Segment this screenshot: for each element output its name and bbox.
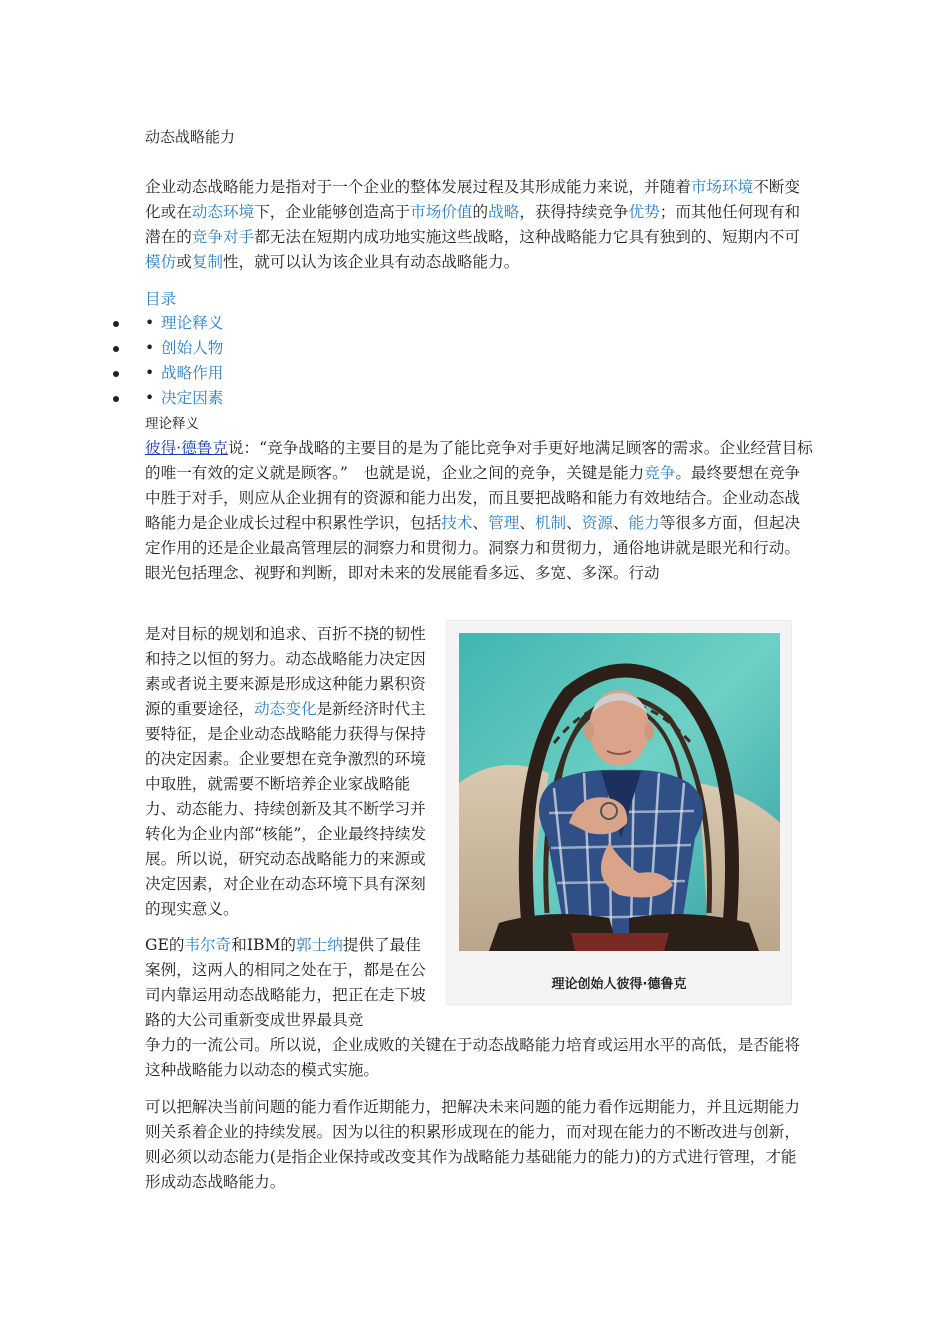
separator: 、 [612,514,629,532]
link-technology[interactable]: 技术 [441,514,473,532]
intro-text: 下，企业能够创造高于 [254,203,411,221]
link-gerstner[interactable]: 郭士纳 [296,936,343,954]
link-mechanism[interactable]: 机制 [534,514,567,532]
intro-text: ；而其他任何现有和潜在的 [145,203,801,246]
case-text: 争力的一流公司。所以说，企业成败的关键在于动态战略能力培育或运用水平的高低，是否能将这种战略能力以动态的模式实施。 [145,1036,800,1079]
dynamics-text: 是新经济时代主要特征，是企业动态战略能力获得与保持的决定因素。企业要想在竞争激烈的环境中取胜，就需要不断培养企业家战略能力、动态能力、持续创新及其不断学习并转化为企业内部“核能”，企业最终持续发展。所以说，研究动态战略能力的来源或决定因素，对企业在动态环境下具有深刻的现实意义。 [145,700,427,918]
link-competitor[interactable]: 竞争对手 [191,228,255,246]
link-copy[interactable]: 复制 [191,253,224,271]
link-management[interactable]: 管理 [488,514,520,532]
intro-text: 不断变化或在 [145,178,800,221]
intro-text: 性，就可以认为该企业具有动态战略能力。 [223,253,520,271]
toc-item-label[interactable]: 创始人物 [161,339,224,357]
case-paragraph-continued [145,1033,810,1083]
link-advantage[interactable]: 优势 [628,203,660,221]
drucker-photo [459,633,780,951]
capability-paragraph: 可以把解决当前问题的能力看作近期能力，把解决未来问题的能力看作远期能力，并且远期能力则关系着企业的持续发展。因为以往的积累形成现在的能力，而对现在能力的不断改进与创新，则必须以动态能力(是指企业保持或改变其作为战略能力基础能力的能力)的方式进行管理，才能形成动态战略能力。 [145,1098,800,1191]
toc-dot: • [145,339,155,357]
theory-paragraph [145,436,813,586]
bullet-icon [113,346,119,352]
theory-text: 。最终要想在竞争中胜于对手，则应从企业拥有的资源和能力出发，而且要把战略和能力有效地结合。企业动态战略能力是企业成长过程中积累性学识，包括 [145,464,801,532]
case-paragraph [145,933,435,1033]
section-heading: 理论释义 [145,416,199,432]
link-competition[interactable]: 竞争 [644,464,676,482]
toc-item-label[interactable]: 战略作用 [161,364,224,382]
separator: 、 [472,514,489,532]
intro-text: 都无法在短期内成功地实施这些战略，这种战略能力它具有独到的、短期内不可 [254,228,800,246]
dynamics-paragraph [145,622,435,922]
toc-title: 目录 [145,290,177,308]
separator: 、 [566,514,582,532]
toc-dot: • [145,314,155,332]
bullet-icon [113,321,119,327]
link-dynamic-environment[interactable]: 动态环境 [191,203,255,221]
figure-caption: 理论创始人彼得·德鲁克 [551,977,687,992]
intro-text: ，获得持续竞争 [519,203,629,221]
case-text: GE的 [145,936,185,954]
link-imitate[interactable]: 模仿 [145,253,177,271]
link-peter-drucker[interactable]: 彼得·德鲁克 [145,439,228,457]
figure-box [446,620,792,1005]
toc-dot: • [145,364,155,382]
intro-paragraph [145,175,810,275]
dynamics-text: 是对目标的规划和追求、百折不挠的韧性和持之以恒的努力。动态战略能力决定因素或者说主要来源是形成这种能力累积资源的重要途径， [145,625,426,718]
link-strategy[interactable]: 战略 [488,203,520,221]
link-ability[interactable]: 能力 [628,514,660,532]
bullet-icon [113,371,119,377]
intro-text: 的 [472,203,489,221]
theory-text: 等很多方面，但起决定作用的还是企业最高管理层的洞察力和贯彻力。洞察力和贯彻力，通俗地讲就是眼光和行动。眼光包括理念、视野和判断，即对未来的发展能看多远、多宽、多深。行动 [145,514,801,582]
link-market-environment[interactable]: 市场环境 [690,178,754,196]
toc-item-label[interactable]: 理论释义 [161,314,224,332]
intro-text: 或 [176,253,192,271]
link-welch[interactable]: 韦尔奇 [184,936,232,954]
case-text: 提供了最佳案例，这两人的相同之处在于，都是在公司内靠运用动态战略能力，把正在走下坡路的大公司重新变成世界最具竞 [145,936,426,1029]
link-market-value[interactable]: 市场价值 [410,203,473,221]
bullet-icon [113,396,119,402]
theory-text: 说：“竞争战略的主要目的是为了能比竞争对手更好地满足顾客的需求。企业经营目标的唯一有效的定义就是顾客。” 也就是说，企业之间的竞争，关键是能力 [145,439,813,482]
case-text: 和IBM的 [231,936,297,954]
toc-dot: • [145,389,155,407]
toc-item-label[interactable]: 决定因素 [161,389,224,407]
separator: 、 [519,514,535,532]
intro-text: 企业动态战略能力是指对于一个企业的整体发展过程及其形成能力来说，并随着 [145,178,691,196]
link-resource[interactable]: 资源 [581,514,613,532]
page-title: 动态战略能力 [145,128,236,146]
link-dynamic-change[interactable]: 动态变化 [254,700,317,718]
